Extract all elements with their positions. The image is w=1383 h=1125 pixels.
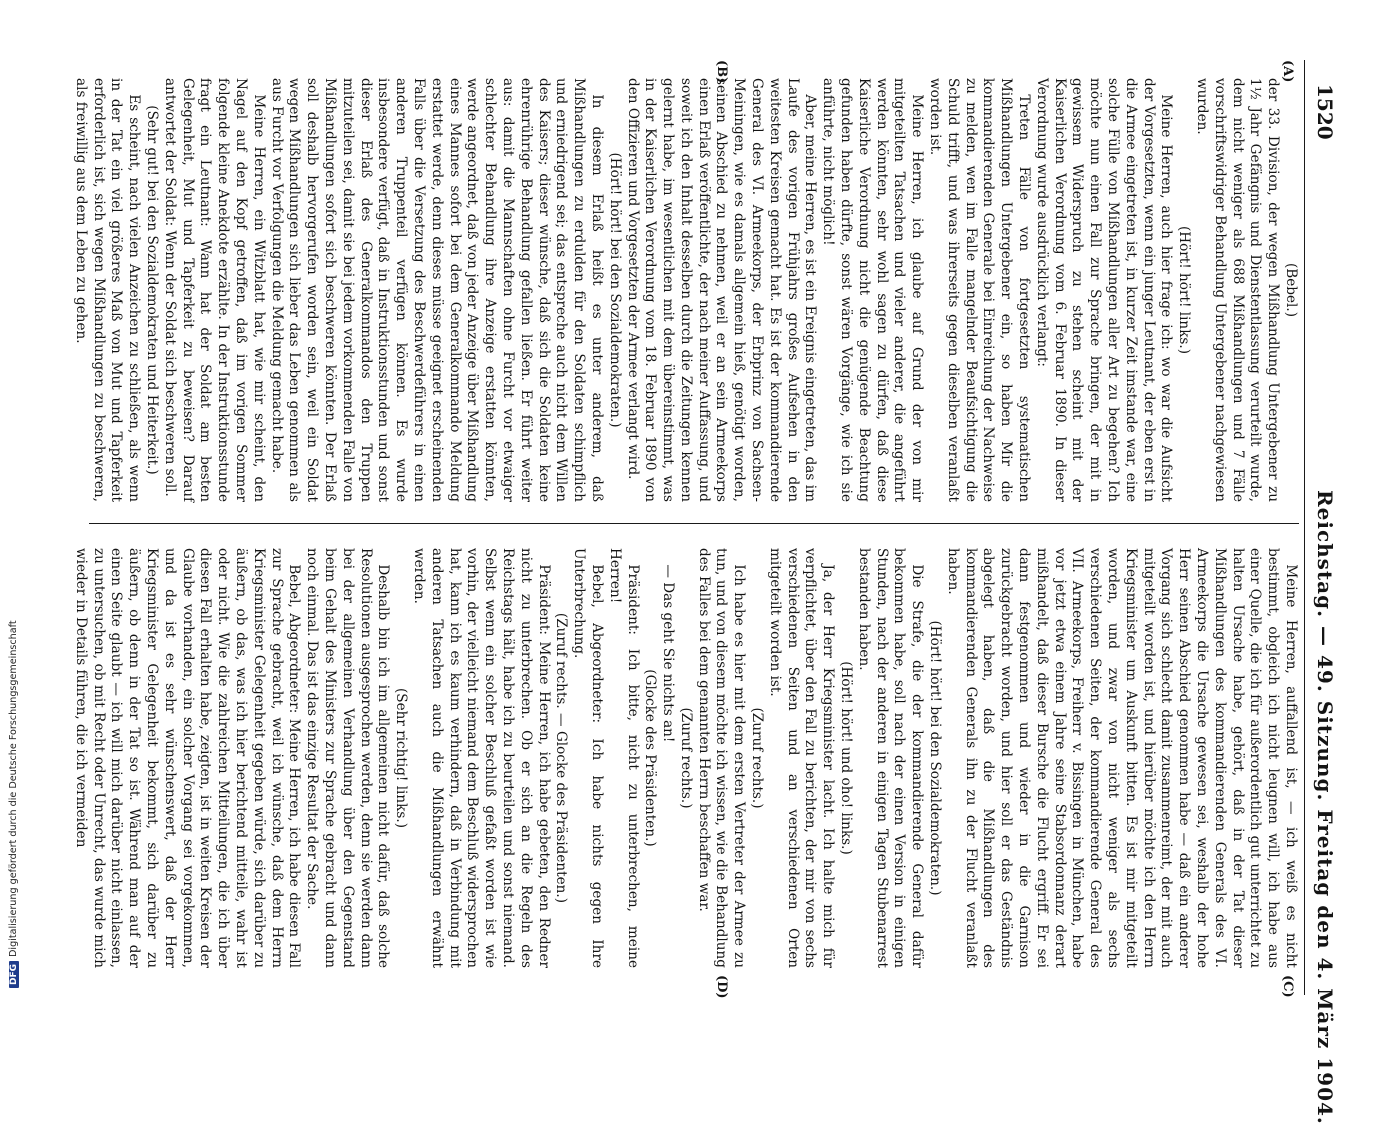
interjection: (Zuruf rechts.): [749, 707, 766, 809]
quotation: Treten Fälle von fortgesetzten systematischen Mißhandlungen Untergebener ein, so haben Mir die kommandierenden Generale bei Einreichung der Nachweise zu melden, wen im Falle mangelnder Beaufsichtigung die Schuld trifft, und was ihrerseits gegen dieselben veranlaßt worden ist.: [927, 78, 1033, 502]
paragraph: Ich habe es hier mit dem ersten Vertreter der Armee zu tun, und von diesem möchte ich wissen, wie die Behandlung des Falles bei dem genannten Herrn beschaffen war.: [695, 548, 748, 968]
president-remark: Präsident: Meine Herren, ich habe gebeten, den Redner nicht zu unterbrechen. Ob er sich an die Regeln des Reichstags hält, habe ich zu beurteilen und sonst niemand. Selbst wenn ein solcher Beschluß gefaßt worden ist wie vorhin, der vielleicht niemand dem Beschluß widersprochen hat, kann ich es kaum verhindern, daß in Verbindung mit anderen Tatsachen auch die Mißhandlungen erwähnt werden.: [410, 548, 552, 968]
paragraph: Aber, meine Herren, es ist ein Ereignis eingetreten, das im Laufe des vorigen Frühjahrs großes Aufsehen in den weitesten Kreisen gemacht hat. Es ist der kommandierende General des VI. Armeekorps, der Erbprinz von Sachsen-Meiningen, wie es damals allgemein hieß, genötigt worden, seinen Abschied zu nehmen, weil er an sein Armeekorps einen Erlaß veröffentlichte, der nach meiner Auffassung, und soweit ich den Inhalt desselben durch die Zeitungen kennen gelernt habe, im wesentlichen mit dem übereinstimmt, was in der Kaiserlichen Verordnung vom 18. Februar 1890 von den Offizieren und Vorgesetzten der Armee verlangt wird.: [624, 78, 819, 502]
president-remark: Präsident: Ich bitte, nicht zu unterbrechen, meine Herren!: [606, 548, 641, 968]
speaker-remark: Bebel, Abgeordneter: Ich habe nichts gegen Ihre Unterbrechung.: [571, 548, 605, 968]
interjection: (Hört! hört! und oho! links.): [838, 661, 855, 855]
paragraph: Deshalb bin ich im allgemeinen nicht dafür, daß solche Resolutionen ausgesprochen werden, denn sie werden dann bei der allgemeinen Verhandlung über den Gegenstand beim Gehalt des Ministers zur Sprache gebracht und dann noch einmal. Das ist das einzige Resultat der Sache.: [304, 548, 392, 968]
paragraph: — Das geht Sie nichts an!: [660, 564, 677, 743]
paragraph: Die Strafe, die der kommandierende General dafür bekommen habe, soll nach der einen Version in einigen Stunden, nach der anderen in einigen Tagen Stubenarrest bestanden haben.: [855, 548, 926, 968]
paragraph: Meine Herren, auffallend ist, — ich weiß es nicht bestimmt, obgleich ich nicht leugnen will, ich habe aus einer Quelle, die ich für außerordentlich gut unterrichtet zu halten Ursache habe, gehört, daß in der Tat dieser Mißhandlungen des kommandierenden Generals des VI. Armeekorps die Ursache gewesen sei, weshalb der hohe Herr seinen Abschied genommen habe — daß ein anderer Vorgang sich schlecht damit zusammenreimt, der mit auch mitgeteilt worden ist, und hierüber möchte ich den Herrn Kriegsminister um Auskunft bitten. Es ist mir mitgeteilt worden, und zwar von nicht weniger als sechs verschiedenen Seiten, der kommandierende General des VII. Armeekorps, Freiherr v. Bissingen in München, habe vor jetzt etwa einem Jahre seine Stabsordonnanz derart mißhandelt, daß dieser Bursche die Flucht ergriff. Er sei dann festgenommen und wieder in die Garnison zurückgebracht worden, und hier soll er das Geständnis abgelegt haben, daß die Mißhandlungen des kommandierenden Generals ihn zu der Flucht veranlaßt haben.: [944, 548, 1299, 968]
page-number: 1520: [1313, 84, 1337, 140]
column-divider: [89, 523, 1299, 524]
margin-mark-c: (C): [1280, 975, 1295, 998]
paragraph: In diesem Erlaß heißt es unter anderem, daß Mißhandlungen zu erdulden für den Soldaten schimpflich und erniedrigend sei; das entspreche auch nicht dem Willen des Kaisers; dieser wünsche, daß sich die Soldaten keine ehrenrührige Behandlung gefallen ließen. Er führt weiter aus: damit die Mannschaften ohne Furcht vor etwaiger schlechter Behandlung ihre Anzeige erstatten könnten, werde angeordnet, daß von jeder Anzeige über Mißhandlung eines Mannes sofort bei dem Generalkommando Meldung erstattet werde, denn dieses müsse geeignet erscheinenden Falls über die Versetzung des Beschwerdeführers in einen anderen Truppenteil verfügen können. Es wurde insbesondere verfügt, daß in Instruktionsstunden und sonst dieser Erlaß des Generalkommandos den Truppen mitzuteilen sei, damit sie bei jedem vorkommenden Falle von Mißhandlungen sofort sich beschweren könnten. Der Erlaß soll deshalb hervorgerufen worden sein, weil ein Soldat wegen Mißhandlungen sich lieber das Leben genommen als aus Furcht vor Verfolgungen die Meldung gemacht habe.: [268, 78, 605, 502]
right-text-column: [71, 548, 1299, 968]
interjection: (Glocke des Präsidenten.): [642, 669, 659, 847]
paragraph: Meine Herren, ich glaube auf Grund der von mir mitgeteilten Tatsachen und vieler anderer, die angeführt werden könnten, sehr wohl sagen zu dürfen, daß diese Kaiserliche Verordnung nicht die genügende Beachtung gefunden haben dürfte, sonst wären Vorgänge, wie ich sie anführte, nicht möglich!: [820, 78, 926, 502]
reichstag-page: [37, 60, 1337, 1125]
dfg-logo: DFG: [9, 961, 19, 988]
interjection: (Sehr gut! bei den Sozialdemokraten und Heiterkeit.): [144, 105, 160, 475]
margin-mark-b: (B): [714, 60, 729, 84]
interjection: (Hört! hört! bei den Sozialdemokraten.): [927, 620, 944, 896]
interjection: (Hört! hört! bei den Sozialdemokraten.): [606, 152, 623, 428]
speaker-remark: Bebel, Abgeordneter: Meine Herren, ich habe diesen Fall zur Sprache gebracht, weil ich wünsche, daß dem Herrn Kriegsminister Gelegenheit gegeben würde, sich darüber zu äußern, ob das, was ich hier berichtend mitteile, wahr ist oder nicht. Wie die zahlreichen Mitteilungen, die ich über diesen Fall erhalten habe, zeigten, ist in weiten Kreisen der Glaube vorhanden, ein solcher Vorgang sei vorgekommen, und da ist es sehr wünschenswert, daß der Herr Kriegsminister Gelegenheit bekommt, sich darüber zu äußern, ob denn in der Tat so ist. Während man auf der einen Seite glaubt — ich will mich darüber nicht einlassen, zu untersuchen, ob mit Recht oder Unrecht, das wurde mich wieder in Details führen, die ich vermeiden: [72, 548, 303, 968]
digitization-credit: [8, 620, 19, 988]
paragraph: Es scheint, nach vielen Anzeichen zu schließen, als wenn in der Tat ein viel größeres Maß von Mut und Tapferkeit erforderlich ist, sich wegen Mißhandlungen zu beschweren, als freiwillig aus dem Leben zu gehen.: [72, 78, 143, 502]
session-title: Reichstag. — 49. Sitzung. Freitag den 4. März 1904.: [1313, 490, 1337, 1125]
left-text-column: [71, 78, 1299, 502]
interjection: (Hört! hört! links.): [1176, 225, 1193, 355]
credit-text: Digitalisierung gefördert durch die Deutsche Forschungsgemeinschaft: [8, 620, 19, 957]
interjection: (Sehr richtig! links.): [393, 687, 410, 829]
header-rule: [1304, 60, 1305, 995]
margin-mark-d: (D): [714, 975, 729, 999]
margin-mark-a: (A): [1280, 60, 1295, 83]
paragraph: Meine Herren, ein Witzblatt hat, wie mir scheint, den Nagel auf den Kopf getroffen, daß im vorigen Sommer folgende kleine Anekdote erzählte. In der Instruktionsstunde fragt ein Leutnant: Wann hat der Soldat am besten Gelegenheit, Mut und Tapferkeit zu beweisen? Darauf antwortet der Soldat: Wenn der Soldat sich beschweren soll.: [161, 78, 267, 502]
page-header: [1307, 60, 1337, 1125]
paragraph: Ja, der Herr Kriegsminister lacht. Ich halte mich für verpflichtet, über den Fall zu berichten, der mir von sechs verschiedenen Seiten und an verschiedenen Orten mitgeteilt worden ist.: [766, 548, 837, 968]
speaker-tag: (Bebel.): [1283, 262, 1299, 318]
paragraph: der 33. Division, der wegen Mißhandlung Untergebener zu 1½ Jahr Gefängnis und Dienstentlassung verurteilt wurde, dem nicht weniger als 688 Mißhandlungen und 7 Fälle vorschriftswidriger Behandlung Untergebener nachgewiesen wurden.: [1194, 78, 1282, 502]
paragraph: Meine Herren, auch hier frage ich: wo war die Aufsicht der Vorgesetzten, wenn ein junger Leutnant, der eben erst in die Armee eingetreten ist, in kurzer Zeit imstande war, eine solche Fülle von Mißhandlungen aller Art zu begehen? Ich möchte nun einen Fall zur Sprache bringen, der mit in gewissem Widerspruch zu stehen scheint mit der Kaiserlichen Verordnung vom 6. Februar 1890. In dieser Verordnung wurde ausdrücklich verlangt:: [1033, 78, 1175, 502]
interjection: (Zuruf rechts. — Glocke des Präsidenten.): [553, 612, 570, 904]
interjection: (Zuruf rechts.): [677, 707, 694, 809]
